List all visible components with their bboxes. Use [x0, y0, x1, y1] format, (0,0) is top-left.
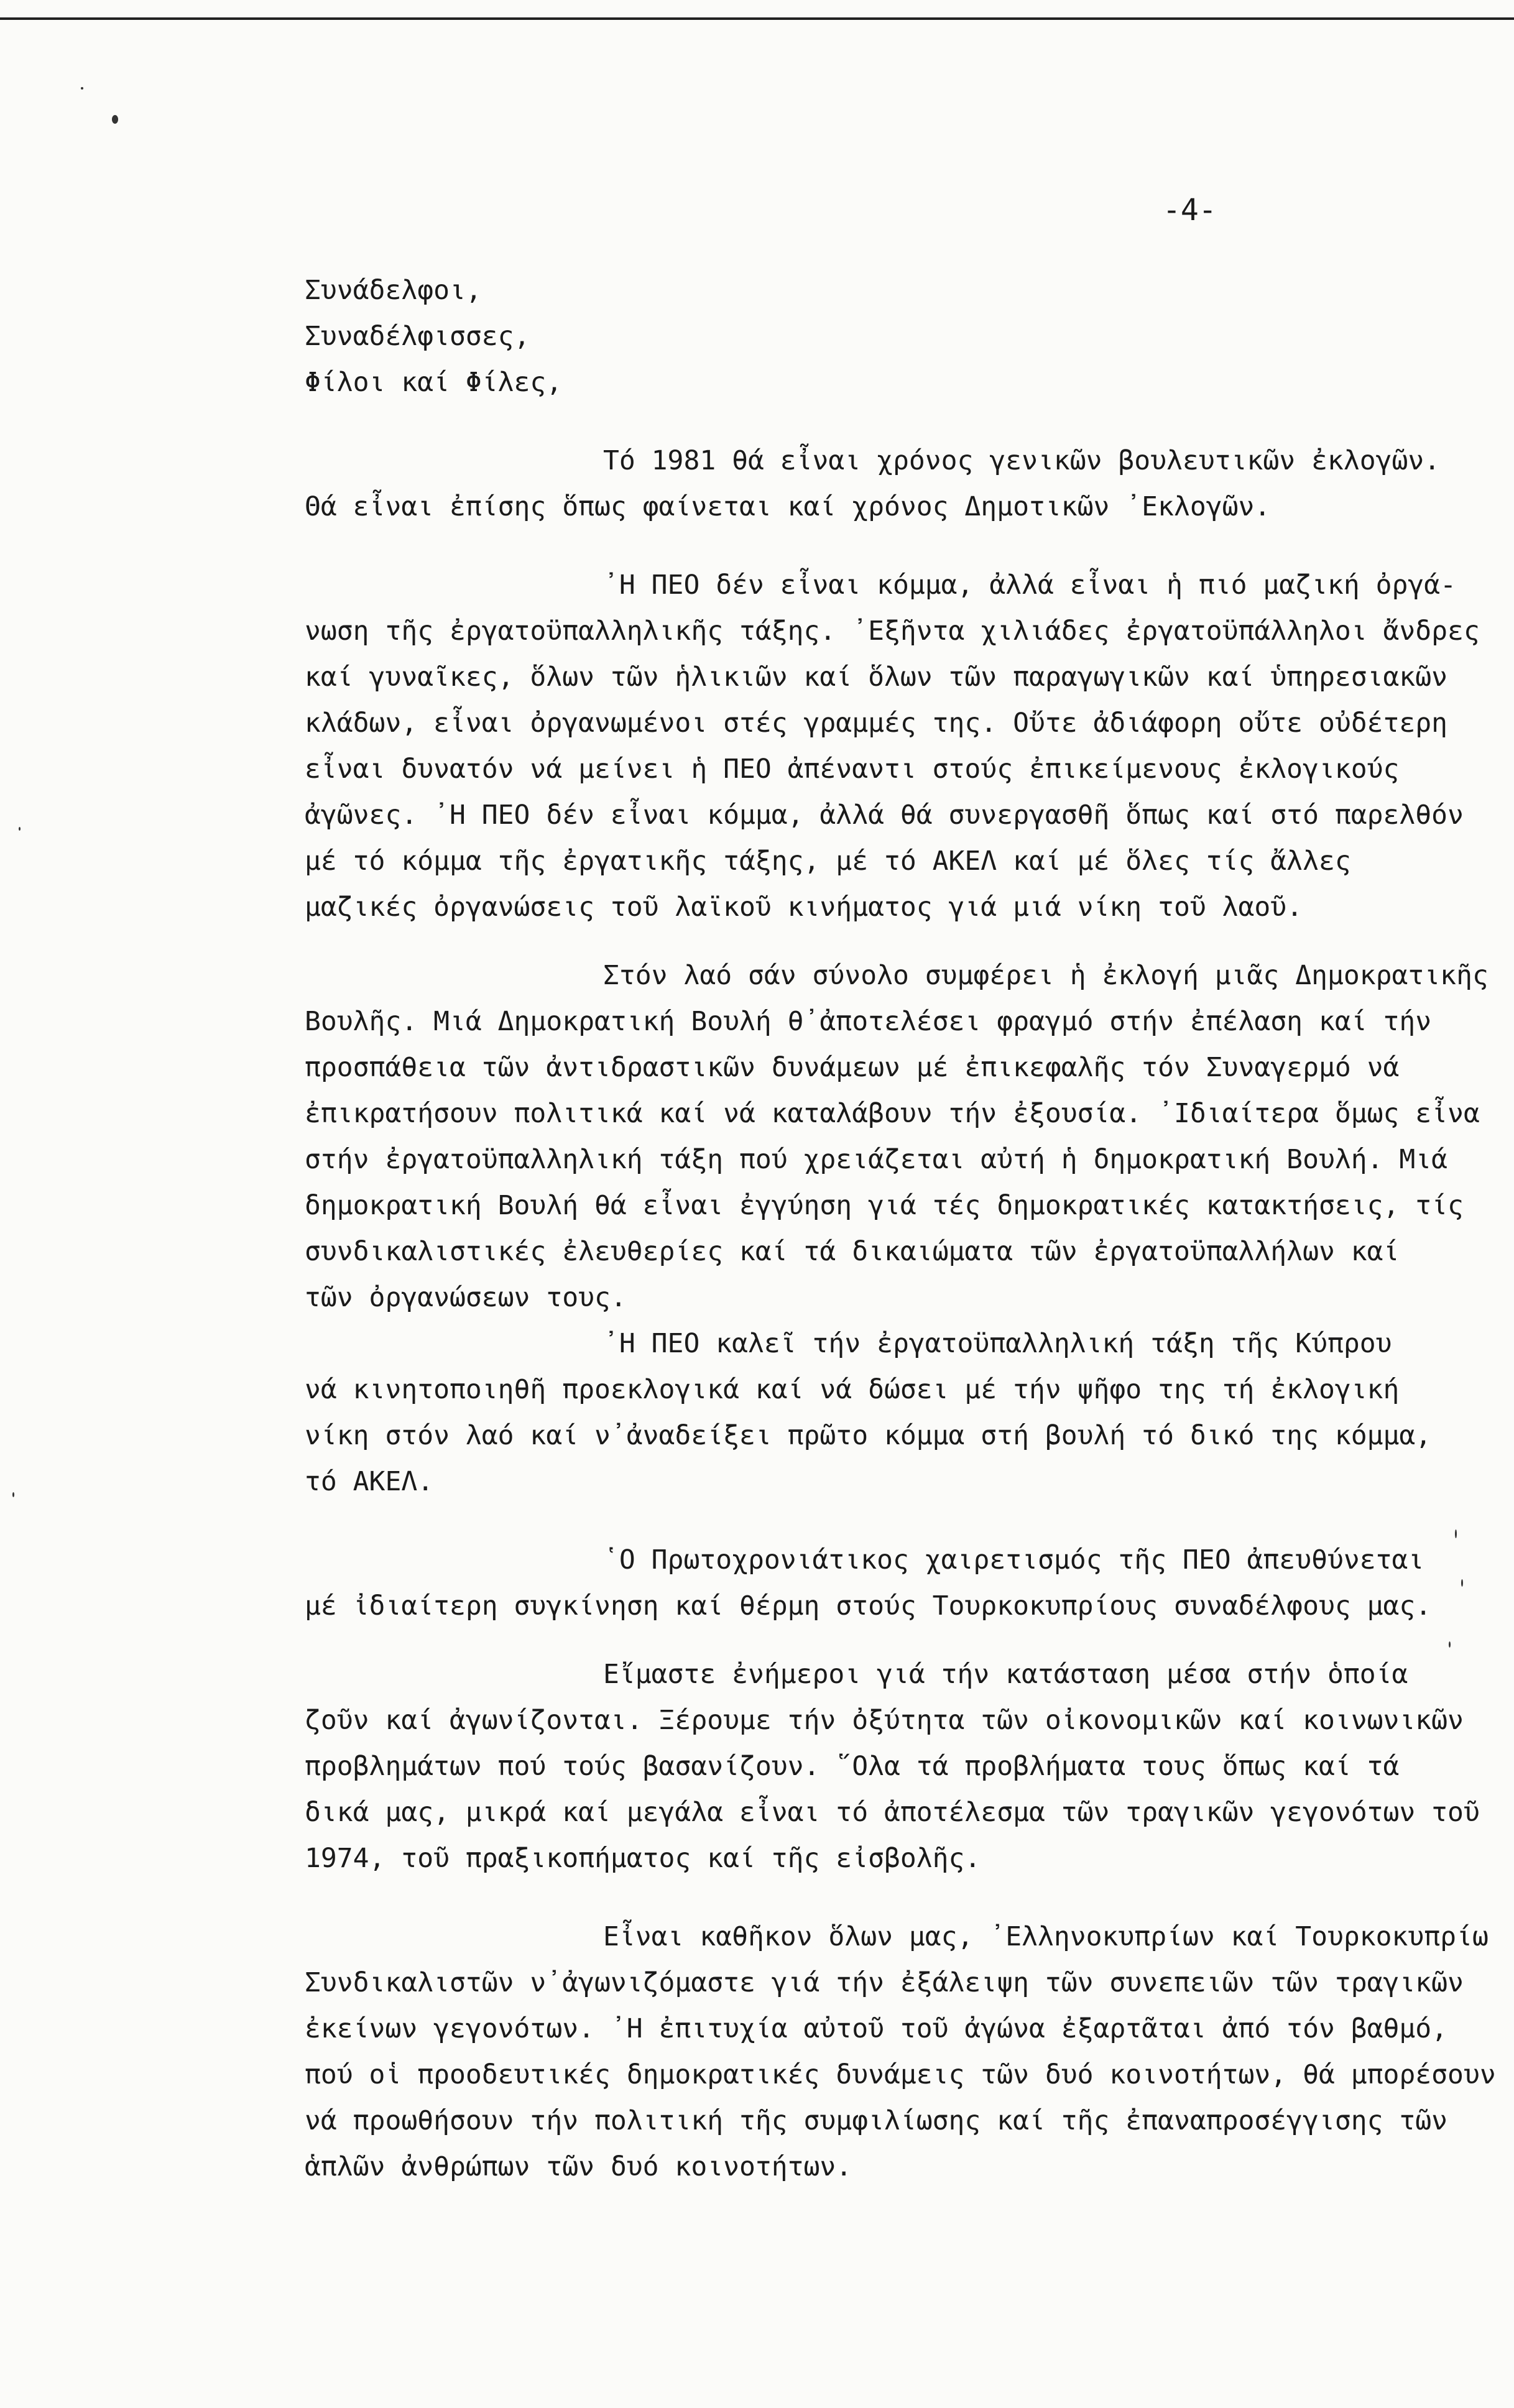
paragraph-turkish-cypriots: [305, 1651, 1480, 1881]
text-line: νίκη στόν λαό καί ν᾿ἀναδείξει πρῶτο κόμμα στή βουλή τό δικό της κόμμα,: [305, 1420, 1432, 1451]
text-line: Στόν λαό σάν σύνολο συμφέρει ἡ ἐκλογή μιᾶς Δημοκρατικῆς: [603, 960, 1489, 991]
text-line: δικά μας, μικρά καί μεγάλα εἶναι τό ἀποτέλεσμα τῶν τραγικῶν γεγονότων τοῦ: [305, 1797, 1480, 1828]
text-line: πού οἱ προοδευτικές δημοκρατικές δυνάμεις τῶν δυό κοινοτήτων, θά μπορέσουν: [305, 2059, 1496, 2090]
text-line: ἐπικρατήσουν πολιτικά καί νά καταλάβουν τήν ἐξουσία. ᾿Ιδιαίτερα ὅμως εἶνα: [305, 1098, 1480, 1129]
scan-speck: [81, 87, 83, 90]
page-number: -4-: [1163, 193, 1217, 228]
text-line: Τό 1981 θά εἶναι χρόνος γενικῶν βουλευτικῶν ἐκλογῶν.: [603, 445, 1441, 476]
paragraph-peo-organisation: [305, 562, 1480, 930]
text-line: ἀγῶνες. ᾿Η ΠΕΟ δέν εἶναι κόμμα, ἀλλά θά συνεργασθῆ ὅπως καί στό παρελθόν: [305, 800, 1464, 831]
text-line: δημοκρατική Βουλή θά εἶναι ἐγγύηση γιά τές δημοκρατικές κατακτήσεις, τίς: [305, 1190, 1464, 1221]
text-line: προβλημάτων πού τούς βασανίζουν. ῞Ολα τά προβλήματα τους ὅπως καί τά: [305, 1751, 1400, 1782]
text-line: ἐκείνων γεγονότων. ᾿Η ἐπιτυχία αὐτοῦ τοῦ ἀγώνα ἐξαρτᾶται ἀπό τόν βαθμό,: [305, 2013, 1448, 2044]
scan-speck: [19, 827, 21, 831]
scan-speck: [112, 115, 118, 124]
paragraph-mobilisation: [305, 1321, 1474, 1505]
text-line: ᾿Η ΠΕΟ καλεῖ τήν ἐργατοϋπαλληλική τάξη τῆς Κύπρου: [603, 1328, 1392, 1359]
paragraph-elections: [305, 438, 1474, 530]
text-line: μέ ἰδιαίτερη συγκίνηση καί θέρμη στούς Τουρκοκυπρίους συναδέλφους μας.: [305, 1590, 1432, 1621]
text-line: ῾Ο Πρωτοχρονιάτικος χαιρετισμός τῆς ΠΕΟ ἀπευθύνεται: [603, 1544, 1424, 1575]
paragraph-democratic-parliament: [305, 953, 1489, 1321]
salutation: [305, 267, 1474, 405]
text-line: νά κινητοποιηθῆ προεκλογικά καί νά δώσει μέ τήν ψῆφο της τή ἐκλογική: [305, 1374, 1400, 1405]
text-line: στήν ἐργατοϋπαλληλική τάξη πού χρειάζεται αὐτή ἡ δημοκρατική Βουλή. Μιά: [305, 1144, 1448, 1175]
text-line: τό ΑΚΕΛ.: [305, 1466, 434, 1497]
text-line: μαζικές ὀργανώσεις τοῦ λαϊκοῦ κινήματος γιά μιά νίκη τοῦ λαοῦ.: [305, 892, 1303, 923]
paragraph-duty-rapprochement: [305, 1914, 1496, 2190]
text-line: συνδικαλιστικές ἐλευθερίες καί τά δικαιώματα τῶν ἐργατοϋπαλλήλων καί: [305, 1236, 1400, 1267]
text-line: 1974, τοῦ πραξικοπήματος καί τῆς εἰσβολῆς.: [305, 1843, 981, 1874]
text-line: Βουλῆς. Μιά Δημοκρατική Βουλή θ᾿ἀποτελέσει φραγμό στήν ἐπέλαση καί τήν: [305, 1006, 1432, 1037]
scan-speck: [12, 1492, 14, 1497]
text-line: νά προωθήσουν τήν πολιτική τῆς συμφιλίωσης καί τῆς ἐπαναπροσέγγισης τῶν: [305, 2105, 1448, 2136]
text-line: τῶν ὀργανώσεων τους.: [305, 1282, 627, 1313]
top-border-line: [0, 17, 1514, 20]
salutation-line: Συναδέλφισσες,: [305, 321, 530, 352]
text-line: εἶναι δυνατόν νά μείνει ἡ ΠΕΟ ἀπέναντι στούς ἐπικείμενους ἐκλογικούς: [305, 754, 1400, 785]
text-line: Συνδικαλιστῶν ν᾿ἀγωνιζόμαστε γιά τήν ἐξάλειψη τῶν συνεπειῶν τῶν τραγικῶν: [305, 1967, 1464, 1998]
paragraph-new-year-greeting: [305, 1537, 1474, 1629]
text-line: καί γυναῖκες, ὅλων τῶν ἡλικιῶν καί ὅλων τῶν παραγωγικῶν καί ὑπηρεσιακῶν: [305, 662, 1448, 693]
text-line: Εἴμαστε ἐνήμεροι γιά τήν κατάσταση μέσα στήν ὁποία: [603, 1659, 1408, 1690]
text-line: κλάδων, εἶναι ὀργανωμένοι στές γραμμές της. Οὔτε ἀδιάφορη οὔτε οὐδέτερη: [305, 708, 1448, 739]
text-line: ζοῦν καί ἀγωνίζονται. Ξέρουμε τήν ὀξύτητα τῶν οἰκονομικῶν καί κοινωνικῶν: [305, 1705, 1464, 1736]
text-line: προσπάθεια τῶν ἀντιδραστικῶν δυνάμεων μέ ἐπικεφαλῆς τόν Συναγερμό νά: [305, 1052, 1400, 1083]
text-line: ᾿Η ΠΕΟ δέν εἶναι κόμμα, ἀλλά εἶναι ἡ πιό μαζική ὀργά-: [603, 570, 1457, 601]
text-line: ἁπλῶν ἀνθρώπων τῶν δυό κοινοτήτων.: [305, 2151, 852, 2182]
salutation-line: Φίλοι καί Φίλες,: [305, 367, 563, 398]
text-line: νωση τῆς ἐργατοϋπαλληλικῆς τάξης. ᾿Εξῆντα χιλιάδες ἐργατοϋπάλληλοι ἄνδρες: [305, 616, 1480, 647]
text-line: μέ τό κόμμα τῆς ἐργατικῆς τάξης, μέ τό ΑΚΕΛ καί μέ ὅλες τίς ἄλλες: [305, 846, 1351, 877]
text-line: Θά εἶναι ἐπίσης ὅπως φαίνεται καί χρόνος Δημοτικῶν ᾿Εκλογῶν.: [305, 491, 1271, 522]
salutation-line: Συνάδελφοι,: [305, 275, 482, 306]
letter-body: [305, 267, 1496, 2190]
text-line: Εἶναι καθῆκον ὅλων μας, ᾿Ελληνοκυπρίων καί Τουρκοκυπρίω: [603, 1921, 1489, 1952]
